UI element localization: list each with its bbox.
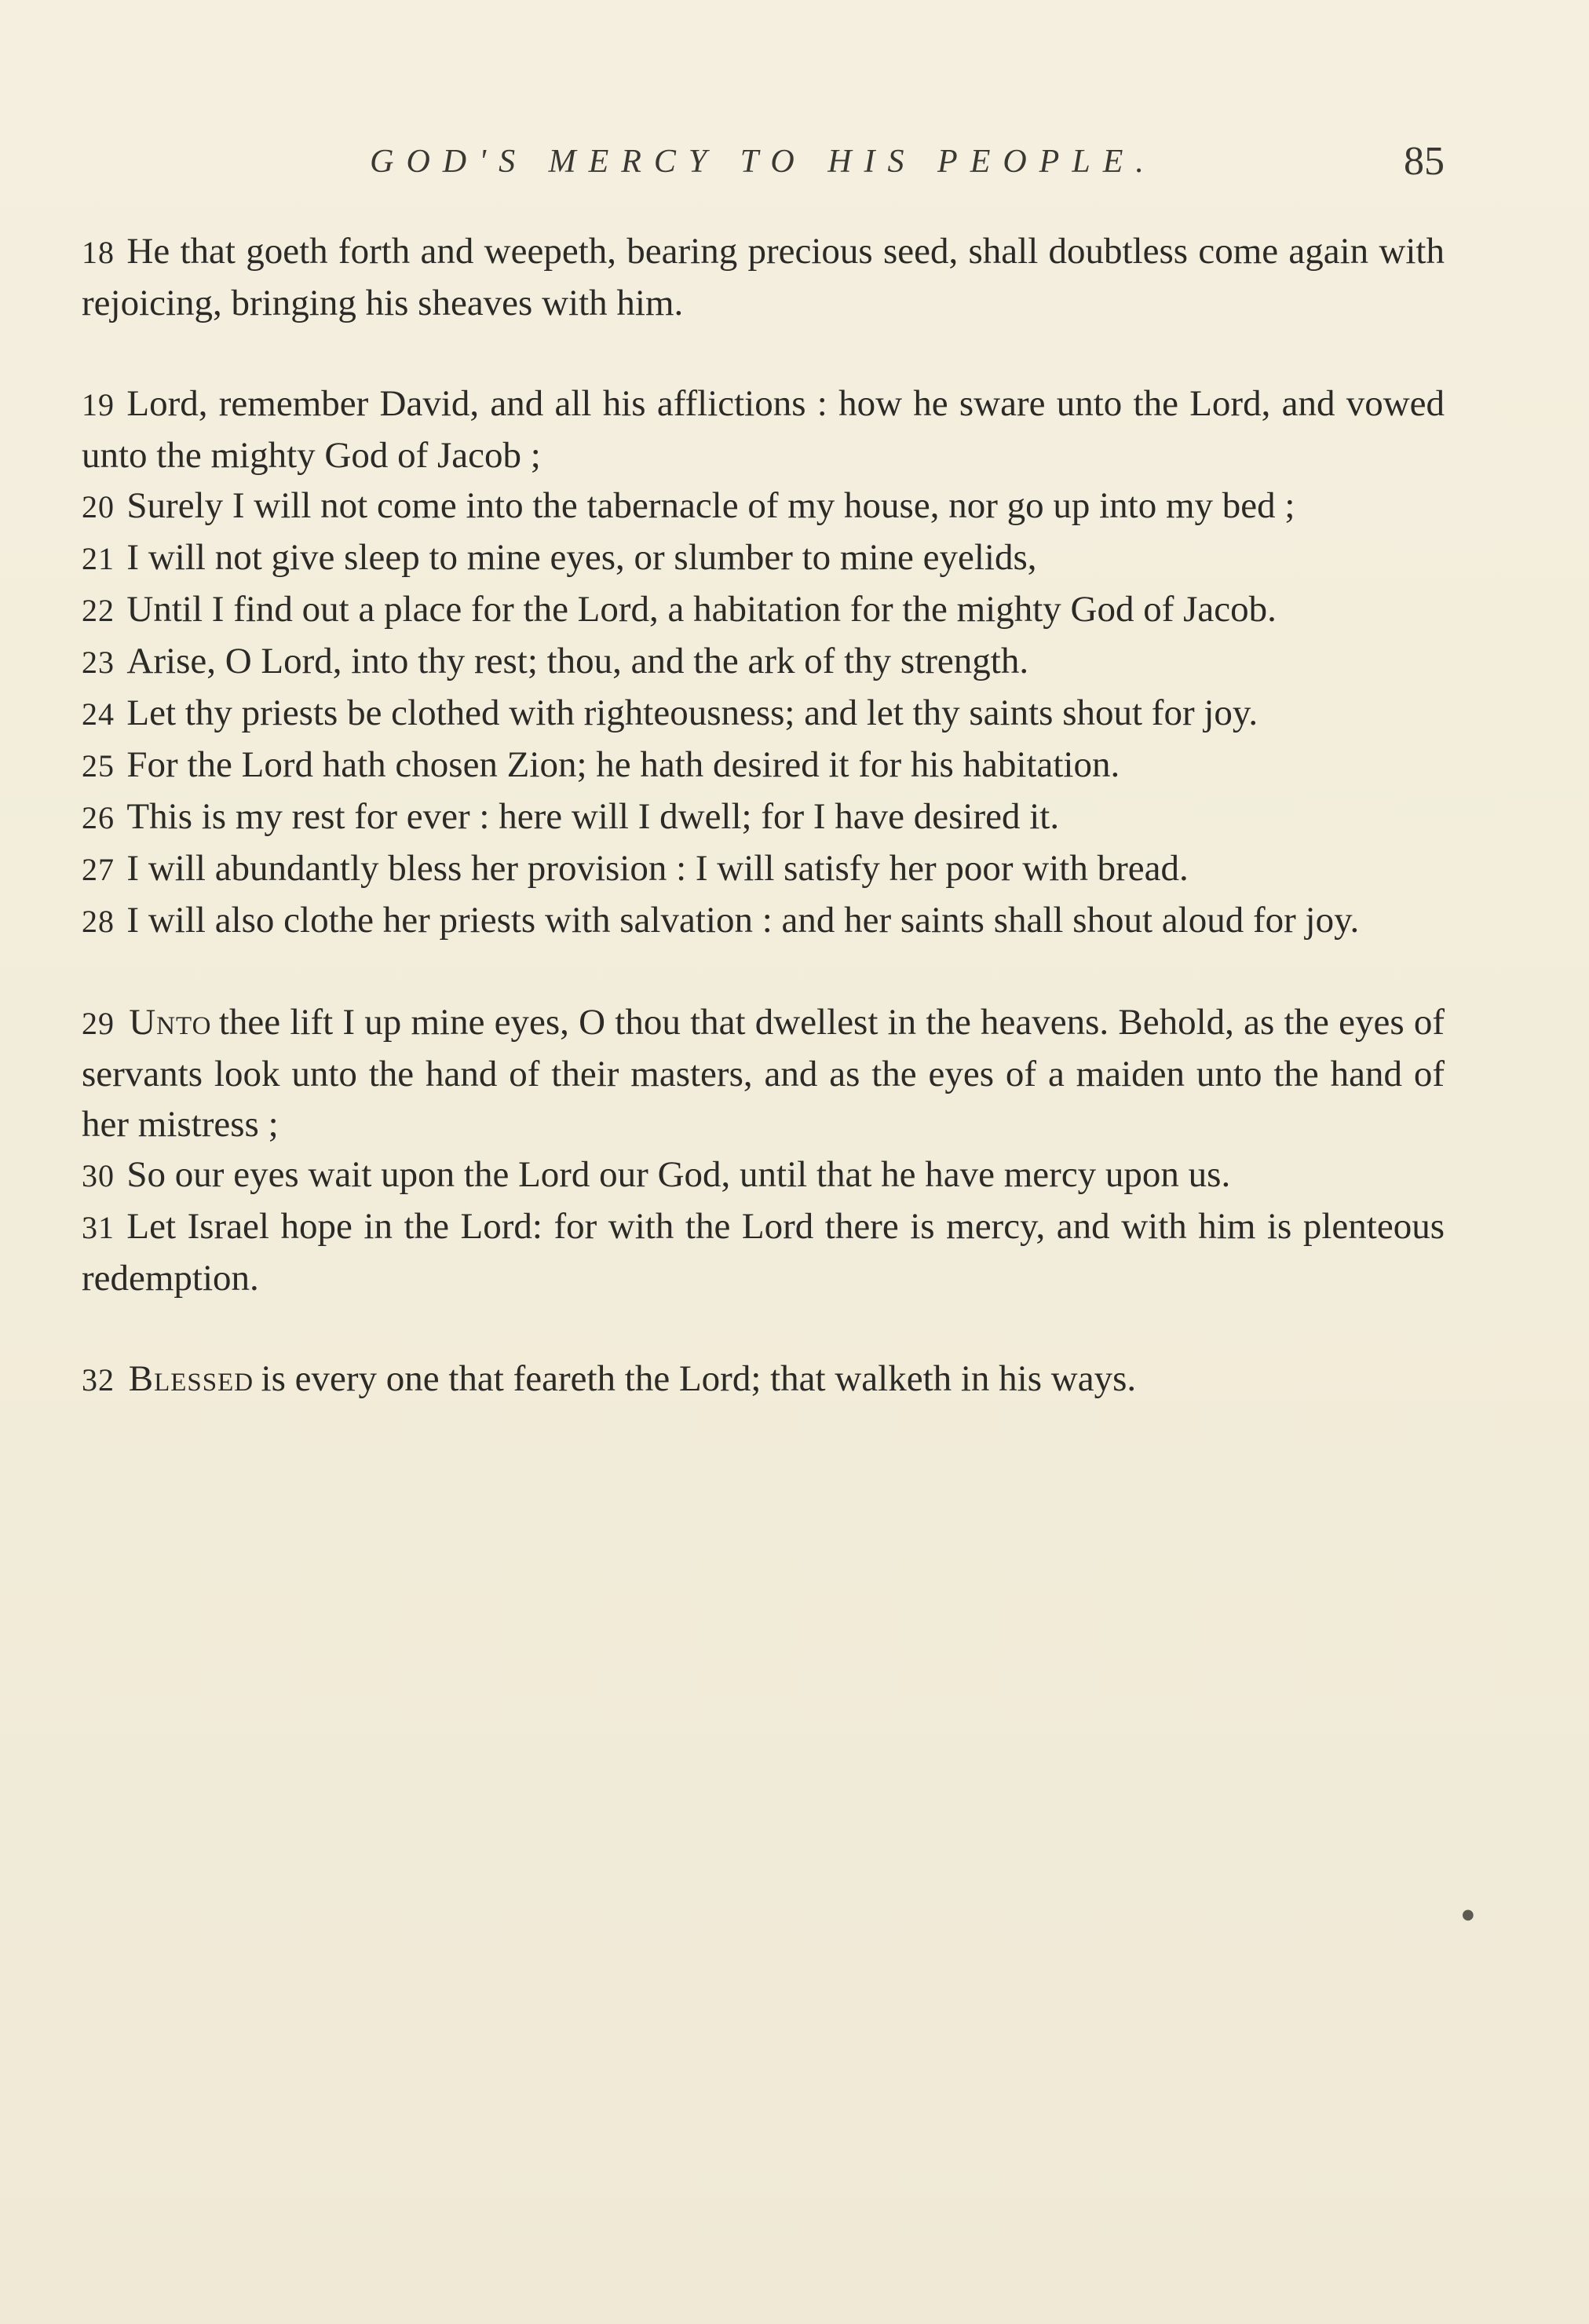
verse-23 [82, 636, 1445, 688]
verse-18 [82, 226, 1445, 328]
verse-27 [82, 843, 1445, 895]
psalm-text [82, 226, 1445, 1405]
verse-22 [82, 584, 1445, 636]
verse-text: I will not give sleep to mine eyes, or slumber to mine eyelids, [126, 537, 1037, 578]
verse-number: 20 [82, 489, 115, 524]
verse-32 [82, 1354, 1445, 1405]
verse-number: 18 [82, 235, 115, 270]
verse-lead-word: Blessed [128, 1358, 254, 1399]
verse-text: I will abundantly bless her provision : I will satisfy her poor with bread. [126, 848, 1189, 889]
verse-text: Let Israel hope in the Lord: for with the Lord there is mercy, and with him is plenteous redemption. [82, 1206, 1445, 1299]
verse-number: 21 [82, 541, 115, 576]
running-title: GOD'S MERCY TO HIS PEOPLE. [370, 144, 1156, 180]
verse-30 [82, 1149, 1445, 1201]
verse-number: 32 [82, 1362, 115, 1398]
verse-31 [82, 1201, 1445, 1303]
verse-text: Arise, O Lord, into thy rest; thou, and the ark of thy strength. [126, 641, 1029, 681]
verse-24 [82, 688, 1445, 740]
verse-text: thee lift I up mine eyes, O thou that dwellest in the heavens. Behold, as the eyes of servants look unto the hand of their masters, and as the eyes of a maiden unto the hand of her mistress ; [82, 1002, 1445, 1145]
verse-text: Let thy priests be clothed with righteousness; and let thy saints shout for joy. [126, 692, 1258, 733]
verse-text: Lord, remember David, and all his afflictions : how he sware unto the Lord, and vowed unto the mighty God of Jacob ; [82, 383, 1445, 476]
verse-text: Until I find out a place for the Lord, a habitation for the mighty God of Jacob. [126, 589, 1277, 630]
verse-text: I will also clothe her priests with salvation : and her saints shall shout aloud for joy. [126, 900, 1360, 941]
verse-number: 28 [82, 904, 115, 939]
verse-number: 29 [82, 1006, 115, 1041]
verse-29 [82, 997, 1445, 1149]
verse-21 [82, 532, 1445, 584]
verse-26 [82, 791, 1445, 843]
verse-19 [82, 378, 1445, 481]
verse-text: So our eyes wait upon the Lord our God, until that he have mercy upon us. [126, 1154, 1231, 1195]
verse-text: For the Lord hath chosen Zion; he hath desired it for his habitation. [126, 744, 1120, 785]
verse-text: is every one that feareth the Lord; that walketh in his ways. [261, 1358, 1137, 1399]
verse-text: Surely I will not come into the tabernacle of my house, nor go up into my bed ; [126, 485, 1295, 526]
verse-number: 30 [82, 1158, 115, 1193]
verse-lead-word: Unto [129, 1002, 212, 1043]
page-number: 85 [1404, 139, 1445, 184]
verse-number: 31 [82, 1210, 115, 1245]
verse-number: 26 [82, 800, 115, 835]
verse-number: 19 [82, 387, 115, 422]
verse-number: 27 [82, 852, 115, 887]
verse-number: 22 [82, 593, 115, 628]
running-header [82, 132, 1445, 187]
verse-20 [82, 481, 1445, 532]
print-speck-icon: ● [1462, 1906, 1474, 1923]
verse-number: 25 [82, 748, 115, 784]
verse-text: He that goeth forth and weepeth, bearing precious seed, shall doubtless come again with rejoicing, bringing his sheaves with him. [82, 231, 1445, 323]
verse-number: 24 [82, 696, 115, 732]
verse-25 [82, 740, 1445, 791]
verse-28 [82, 895, 1445, 947]
verse-number: 23 [82, 645, 115, 680]
verse-text: This is my rest for ever : here will I dwell; for I have desired it. [126, 796, 1060, 837]
